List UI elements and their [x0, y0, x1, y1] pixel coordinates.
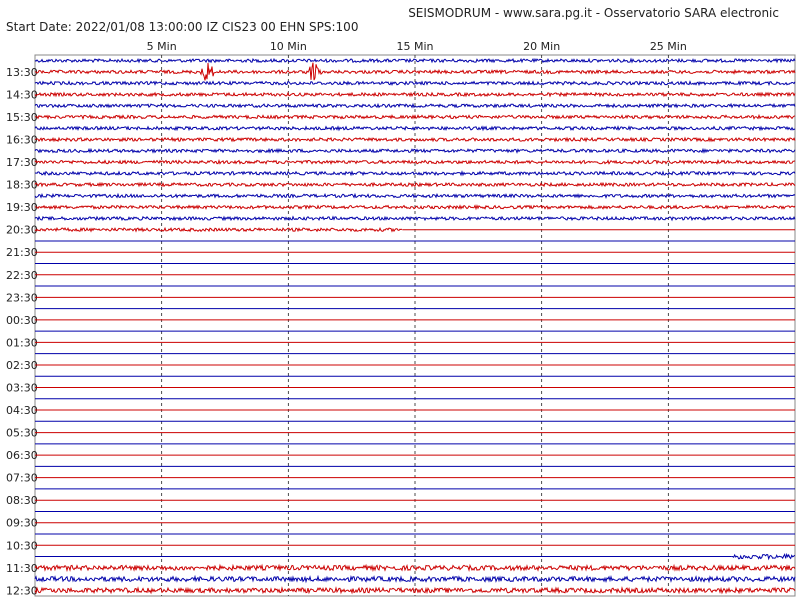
trace-row: [35, 82, 795, 85]
trace-row: [35, 115, 795, 118]
hour-label: 22:30: [6, 268, 38, 282]
hour-label: 17:30: [6, 156, 38, 170]
hour-label: 04:30: [6, 404, 38, 418]
hour-label: 20:30: [6, 223, 38, 237]
hour-label: 07:30: [6, 471, 38, 485]
trace-row: [35, 588, 795, 593]
trace-row: [35, 194, 795, 197]
hour-label: 09:30: [6, 516, 38, 530]
hour-label: 02:30: [6, 358, 38, 372]
hour-label: 12:30: [6, 584, 38, 598]
hour-label: 03:30: [6, 381, 38, 395]
hour-label: 10:30: [6, 539, 38, 553]
hour-label: 16:30: [6, 133, 38, 147]
hour-label: 01:30: [6, 336, 38, 350]
x-tick-label: 20 Min: [523, 40, 561, 53]
hour-label: 08:30: [6, 494, 38, 508]
hour-label: 21:30: [6, 246, 38, 260]
trace-row: [35, 228, 402, 231]
x-tick-label: 5 Min: [146, 40, 177, 53]
x-tick-label: 25 Min: [649, 40, 687, 53]
hour-label: 00:30: [6, 313, 38, 327]
x-tick-label: 10 Min: [269, 40, 307, 53]
hour-label: 19:30: [6, 201, 38, 215]
trace-row: [35, 172, 795, 175]
trace-row: [732, 554, 795, 558]
hour-label: 05:30: [6, 426, 38, 440]
trace-row: [35, 63, 795, 81]
x-tick-label: 15 Min: [396, 40, 434, 53]
hour-label: 23:30: [6, 291, 38, 305]
hour-label: 06:30: [6, 449, 38, 463]
drum-start-info: Start Date: 2022/01/08 13:00:00 IZ CIS23 00 EHN SPS:100: [6, 20, 359, 34]
hour-label: 18:30: [6, 178, 38, 192]
hour-label: 14:30: [6, 88, 38, 102]
hour-label: 11:30: [6, 561, 38, 575]
drum-title: SEISMODRUM - www.sara.pg.it - Osservatorio SARA electronic: [408, 6, 779, 20]
hour-label: 15:30: [6, 110, 38, 124]
hour-label: 13:30: [6, 65, 38, 79]
